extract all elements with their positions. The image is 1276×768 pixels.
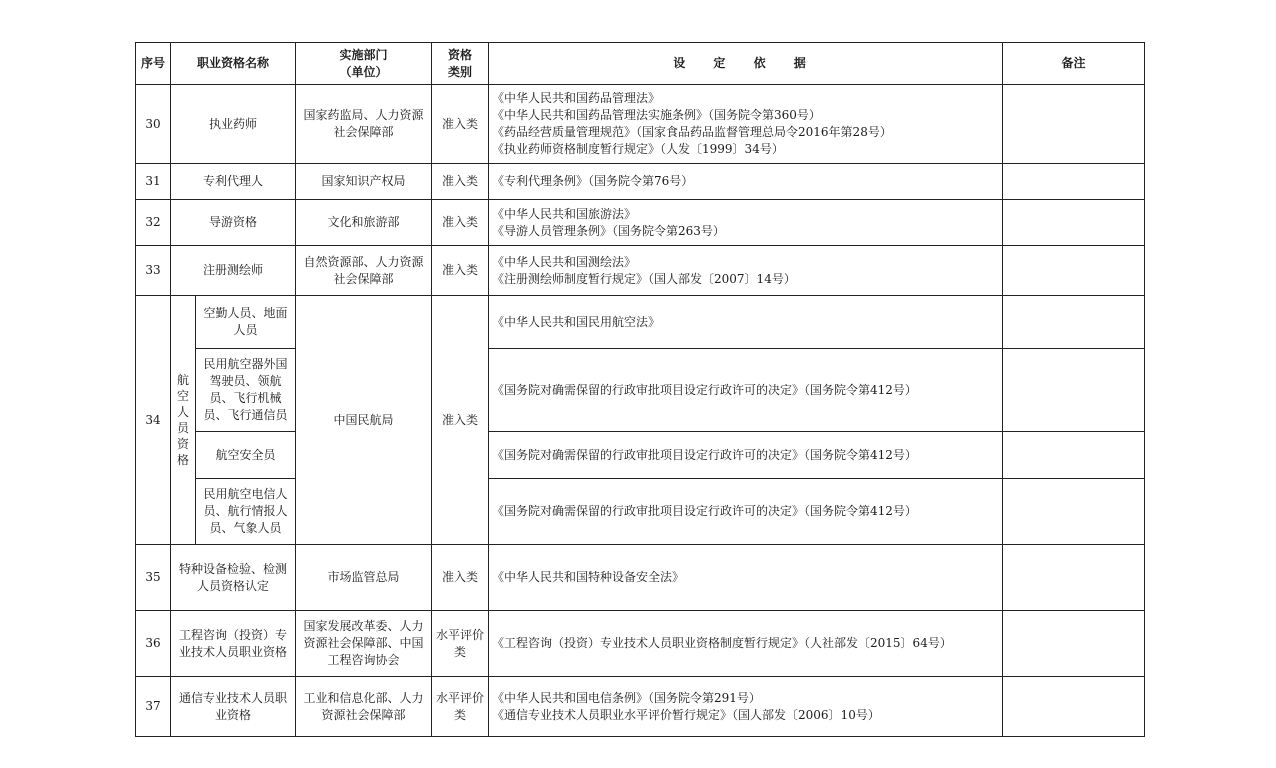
group-char: 人 — [176, 405, 189, 419]
row-no: 32 — [136, 200, 171, 246]
legal-basis — [489, 479, 1003, 545]
table-row-34d — [136, 479, 1145, 545]
qualification-name: 专利代理人 — [171, 164, 296, 200]
basis-line: 《中华人民共和国电信条例》（国务院令第291号） — [492, 690, 761, 705]
remark-cell — [1003, 611, 1145, 677]
basis-line: 《中华人民共和国测绘法》 — [492, 254, 637, 269]
department: 国家发展改革委、人力资源社会保障部、中国工程咨询协会 — [296, 611, 432, 677]
legal-basis — [489, 611, 1003, 677]
row-no: 36 — [136, 611, 171, 677]
table-row-31 — [136, 164, 1145, 200]
table-row-37 — [136, 677, 1145, 737]
qualification-name: 工程咨询（投资）专业技术人员职业资格 — [171, 611, 296, 677]
category: 准入类 — [432, 545, 489, 611]
group-char: 格 — [176, 453, 189, 467]
qualification-name: 注册测绘师 — [171, 246, 296, 296]
group-label — [171, 296, 196, 545]
table-row-33 — [136, 246, 1145, 296]
group-char: 航 — [176, 373, 189, 387]
remark-cell — [1003, 200, 1145, 246]
table-row-34b — [136, 349, 1145, 432]
remark-cell — [1003, 246, 1145, 296]
qualification-name: 民用航空电信人员、航行情报人员、气象人员 — [196, 479, 296, 545]
basis-line: 《执业药师资格制度暂行规定》（人发〔1999〕34号） — [492, 142, 784, 156]
basis-line: 《专利代理条例》（国务院令第76号） — [492, 174, 694, 188]
remark-cell — [1003, 677, 1145, 737]
group-char: 资 — [176, 437, 189, 451]
legal-basis — [489, 246, 1003, 296]
header-dept: 实施部门 （单位） — [296, 43, 432, 85]
table-row-34c — [136, 432, 1145, 479]
category: 准入类 — [432, 246, 489, 296]
group-char: 员 — [176, 421, 189, 435]
category: 准入类 — [432, 164, 489, 200]
department: 文化和旅游部 — [296, 200, 432, 246]
department: 国家知识产权局 — [296, 164, 432, 200]
basis-line: 《国务院对确需保留的行政审批项目设定行政许可的决定》（国务院令第412号） — [492, 382, 917, 397]
basis-line: 《中华人民共和国旅游法》 — [492, 206, 637, 221]
row-no: 31 — [136, 164, 171, 200]
department: 中国民航局 — [296, 296, 432, 545]
remark-cell — [1003, 349, 1145, 432]
remark-cell — [1003, 432, 1145, 479]
basis-line: 《中华人民共和国药品管理法》 — [492, 91, 661, 105]
basis-line: 《中华人民共和国民用航空法》 — [492, 314, 661, 329]
qualification-name: 空勤人员、地面人员 — [196, 296, 296, 349]
header-row — [136, 43, 1145, 85]
department: 市场监管总局 — [296, 545, 432, 611]
basis-line: 《中华人民共和国特种设备安全法》 — [492, 570, 685, 584]
remark-cell — [1003, 479, 1145, 545]
legal-basis — [489, 677, 1003, 737]
header-no: 序号 — [136, 43, 171, 85]
qualification-name: 民用航空器外国驾驶员、领航员、飞行机械员、飞行通信员 — [196, 349, 296, 432]
basis-line: 《工程咨询（投资）专业技术人员职业资格制度暂行规定》（人社部发〔2015〕64号） — [492, 636, 952, 650]
table-row-32 — [136, 200, 1145, 246]
department: 工业和信息化部、人力资源社会保障部 — [296, 677, 432, 737]
department: 自然资源部、人力资源社会保障部 — [296, 246, 432, 296]
qualification-table — [135, 42, 1145, 737]
qualification-name: 导游资格 — [171, 200, 296, 246]
category: 准入类 — [432, 85, 489, 164]
table-row-30 — [136, 85, 1145, 164]
row-no: 35 — [136, 545, 171, 611]
basis-line: 《国务院对确需保留的行政审批项目设定行政许可的决定》（国务院令第412号） — [492, 447, 917, 462]
legal-basis — [489, 200, 1003, 246]
row-no: 33 — [136, 246, 171, 296]
basis-line: 《国务院对确需保留的行政审批项目设定行政许可的决定》（国务院令第412号） — [492, 504, 917, 518]
legal-basis — [489, 545, 1003, 611]
group-char: 空 — [176, 389, 189, 403]
qualification-name: 通信专业技术人员职业资格 — [171, 677, 296, 737]
basis-line: 《通信专业技术人员职业水平评价暂行规定》（国人部发〔2006〕10号） — [492, 707, 880, 722]
department: 国家药监局、人力资源社会保障部 — [296, 85, 432, 164]
basis-line: 《注册测绘师制度暂行规定》（国人部发〔2007〕14号） — [492, 271, 796, 286]
table-row-34a — [136, 296, 1145, 349]
row-no: 34 — [136, 296, 171, 545]
legal-basis — [489, 349, 1003, 432]
legal-basis — [489, 296, 1003, 349]
category: 水平评价类 — [432, 677, 489, 737]
row-no: 30 — [136, 85, 171, 164]
basis-line: 《导游人员管理条例》（国务院令第263号） — [492, 223, 725, 238]
remark-cell — [1003, 164, 1145, 200]
header-name: 职业资格名称 — [171, 43, 296, 85]
legal-basis — [489, 164, 1003, 200]
remark-cell — [1003, 296, 1145, 349]
header-category: 资格 类别 — [432, 43, 489, 85]
category: 准入类 — [432, 200, 489, 246]
basis-line: 《中华人民共和国药品管理法实施条例》（国务院令第360号） — [492, 108, 821, 122]
remark-cell — [1003, 545, 1145, 611]
category: 水平评价类 — [432, 611, 489, 677]
qualification-name: 航空安全员 — [196, 432, 296, 479]
remark-cell — [1003, 85, 1145, 164]
header-remark: 备注 — [1003, 43, 1145, 85]
table-row-35 — [136, 545, 1145, 611]
category: 准入类 — [432, 296, 489, 545]
qualification-name: 执业药师 — [171, 85, 296, 164]
header-basis: 设 定 依 据 — [489, 43, 1003, 85]
legal-basis — [489, 432, 1003, 479]
basis-line: 《药品经营质量管理规范》（国家食品药品监督管理总局令2016年第28号） — [492, 125, 892, 139]
row-no: 37 — [136, 677, 171, 737]
legal-basis — [489, 85, 1003, 164]
qualification-name: 特种设备检验、检测人员资格认定 — [171, 545, 296, 611]
table-row-36 — [136, 611, 1145, 677]
